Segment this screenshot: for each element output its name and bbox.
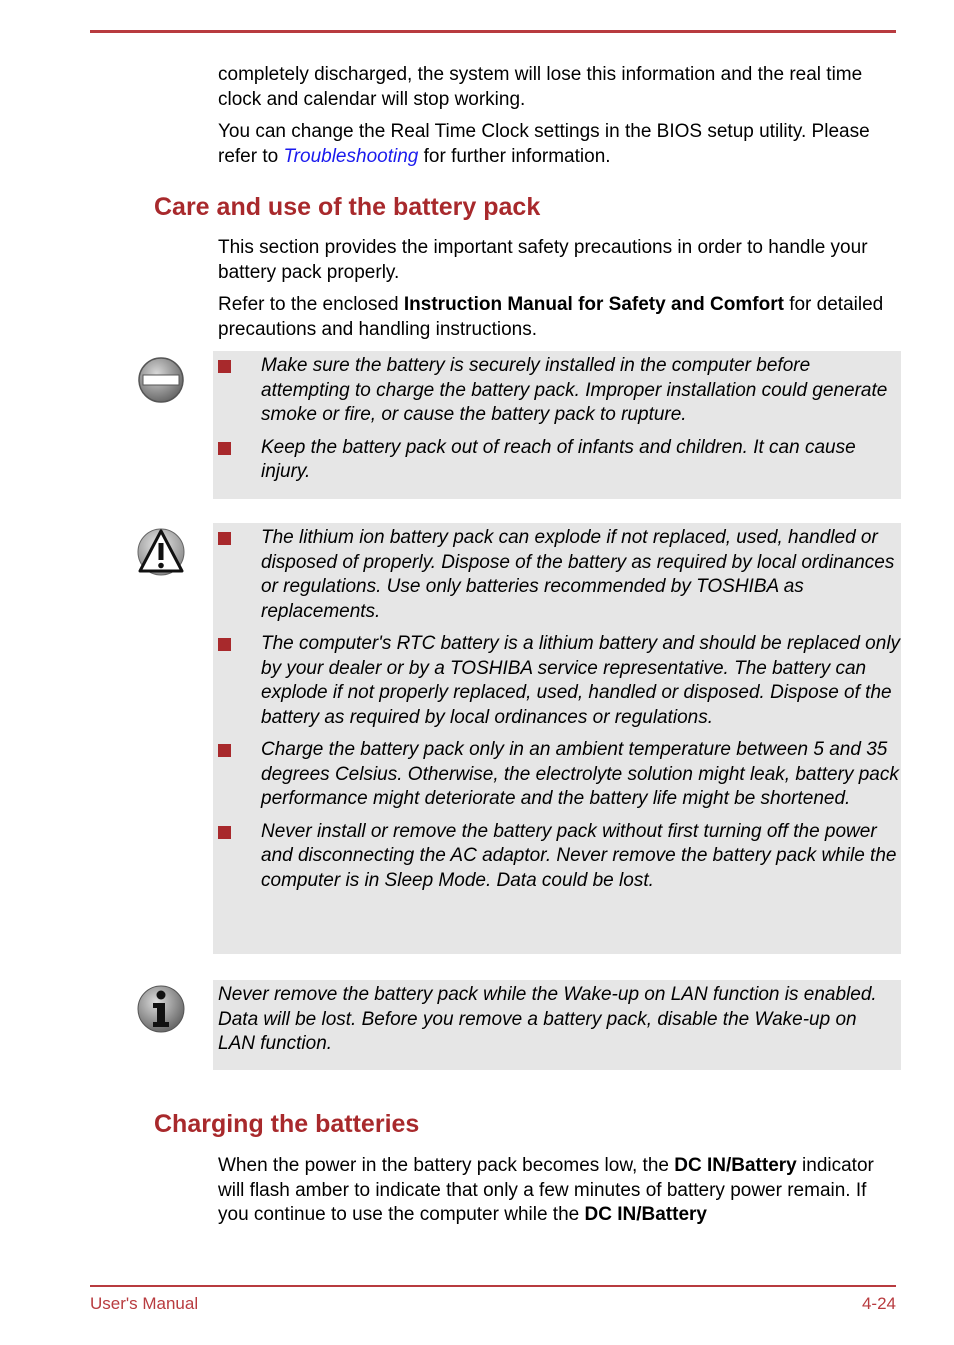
warning-item: Never install or remove the battery pack without first turning off the power and disconnecting the AC adaptor. Never remove the battery pack while the computer is in Sleep Mode. Data could be lost. bbox=[213, 820, 901, 894]
caution-item: Keep the battery pack out of reach of infants and children. It can cause injury. bbox=[213, 436, 901, 485]
bullet-square-icon bbox=[218, 826, 231, 839]
footer-rule bbox=[90, 1285, 896, 1287]
bullet-square-icon bbox=[218, 532, 231, 545]
troubleshooting-link[interactable]: Troubleshooting bbox=[283, 145, 419, 167]
bullet-square-icon bbox=[218, 442, 231, 455]
footer-manual-title: User's Manual bbox=[90, 1294, 199, 1313]
care-p2-text: Refer to the enclosed bbox=[218, 294, 404, 315]
info-note-text: Never remove the battery pack while the Wake-up on LAN function is enabled. Data will be lost. Before you remove a battery pack, disable the Wake-up on LAN function. bbox=[218, 984, 877, 1054]
care-paragraph-2 bbox=[218, 293, 898, 342]
info-icon bbox=[136, 984, 186, 1034]
caution-item: Make sure the battery is securely installed in the computer before attempting to charge the battery pack. Improper installation could generate smoke or fire, or cause the battery pack to rupture. bbox=[213, 354, 901, 428]
intro-paragraph-1: completely discharged, the system will lose this information and the real time clock and calendar will stop working. bbox=[218, 64, 863, 110]
manual-title: Instruction Manual for Safety and Comfort bbox=[403, 294, 784, 315]
warning-item: The lithium ion battery pack can explode if not replaced, used, handled or disposed of properly. Dispose of the battery as required by local ordinances or regulations. Use only batteries recommended by TOSHIBA as replacements. bbox=[213, 526, 901, 624]
intro-paragraph-2 bbox=[218, 120, 898, 169]
charging-paragraph: When the power in the battery pack becomes low, the DC IN/Battery indicator will flash amber to indicate that only a few minutes of battery power remain. If you continue to use the computer while the DC IN/Battery bbox=[218, 1155, 874, 1225]
care-section-heading: Care and use of the battery pack bbox=[154, 193, 541, 221]
page-number: 4-24 bbox=[861, 1294, 896, 1313]
charging-section-heading: Charging the batteries bbox=[154, 1110, 420, 1138]
warning-item: Charge the battery pack only in an ambient temperature between 5 and 35 degrees Celsius. Otherwise, the electrolyte solution might leak, battery pack performance might deteriorate and the battery life might be shortened. bbox=[213, 738, 901, 812]
warning-item: The computer's RTC battery is a lithium battery and should be replaced only by your dealer or by a TOSHIBA service representative. The battery can explode if not properly replaced, used, handled or disposed. Dispose of the battery as required by local ordinances or regulations. bbox=[213, 632, 901, 730]
bullet-square-icon bbox=[218, 744, 231, 757]
no-entry-icon bbox=[136, 355, 186, 405]
care-p2-text-end: for detailed precautions and handling instructions. bbox=[218, 294, 884, 340]
caution-box bbox=[213, 351, 901, 499]
care-paragraph-1: This section provides the important safety precautions in order to handle your battery pack properly. bbox=[218, 237, 868, 283]
info-note-box bbox=[213, 980, 901, 1070]
intro-p2-text-end: for further information. bbox=[418, 145, 611, 167]
bullet-square-icon bbox=[218, 360, 231, 373]
intro-p2-text: You can change the Real Time Clock settings in the BIOS setup utility. Please refer to bbox=[218, 121, 870, 167]
dc-in-battery-label: DC IN/Battery bbox=[674, 1155, 797, 1176]
dc-in-battery-label: DC IN/Battery bbox=[584, 1204, 707, 1225]
bullet-square-icon bbox=[218, 638, 231, 651]
header-rule bbox=[90, 30, 896, 33]
warning-triangle-icon bbox=[136, 527, 186, 577]
warning-box bbox=[213, 523, 901, 954]
